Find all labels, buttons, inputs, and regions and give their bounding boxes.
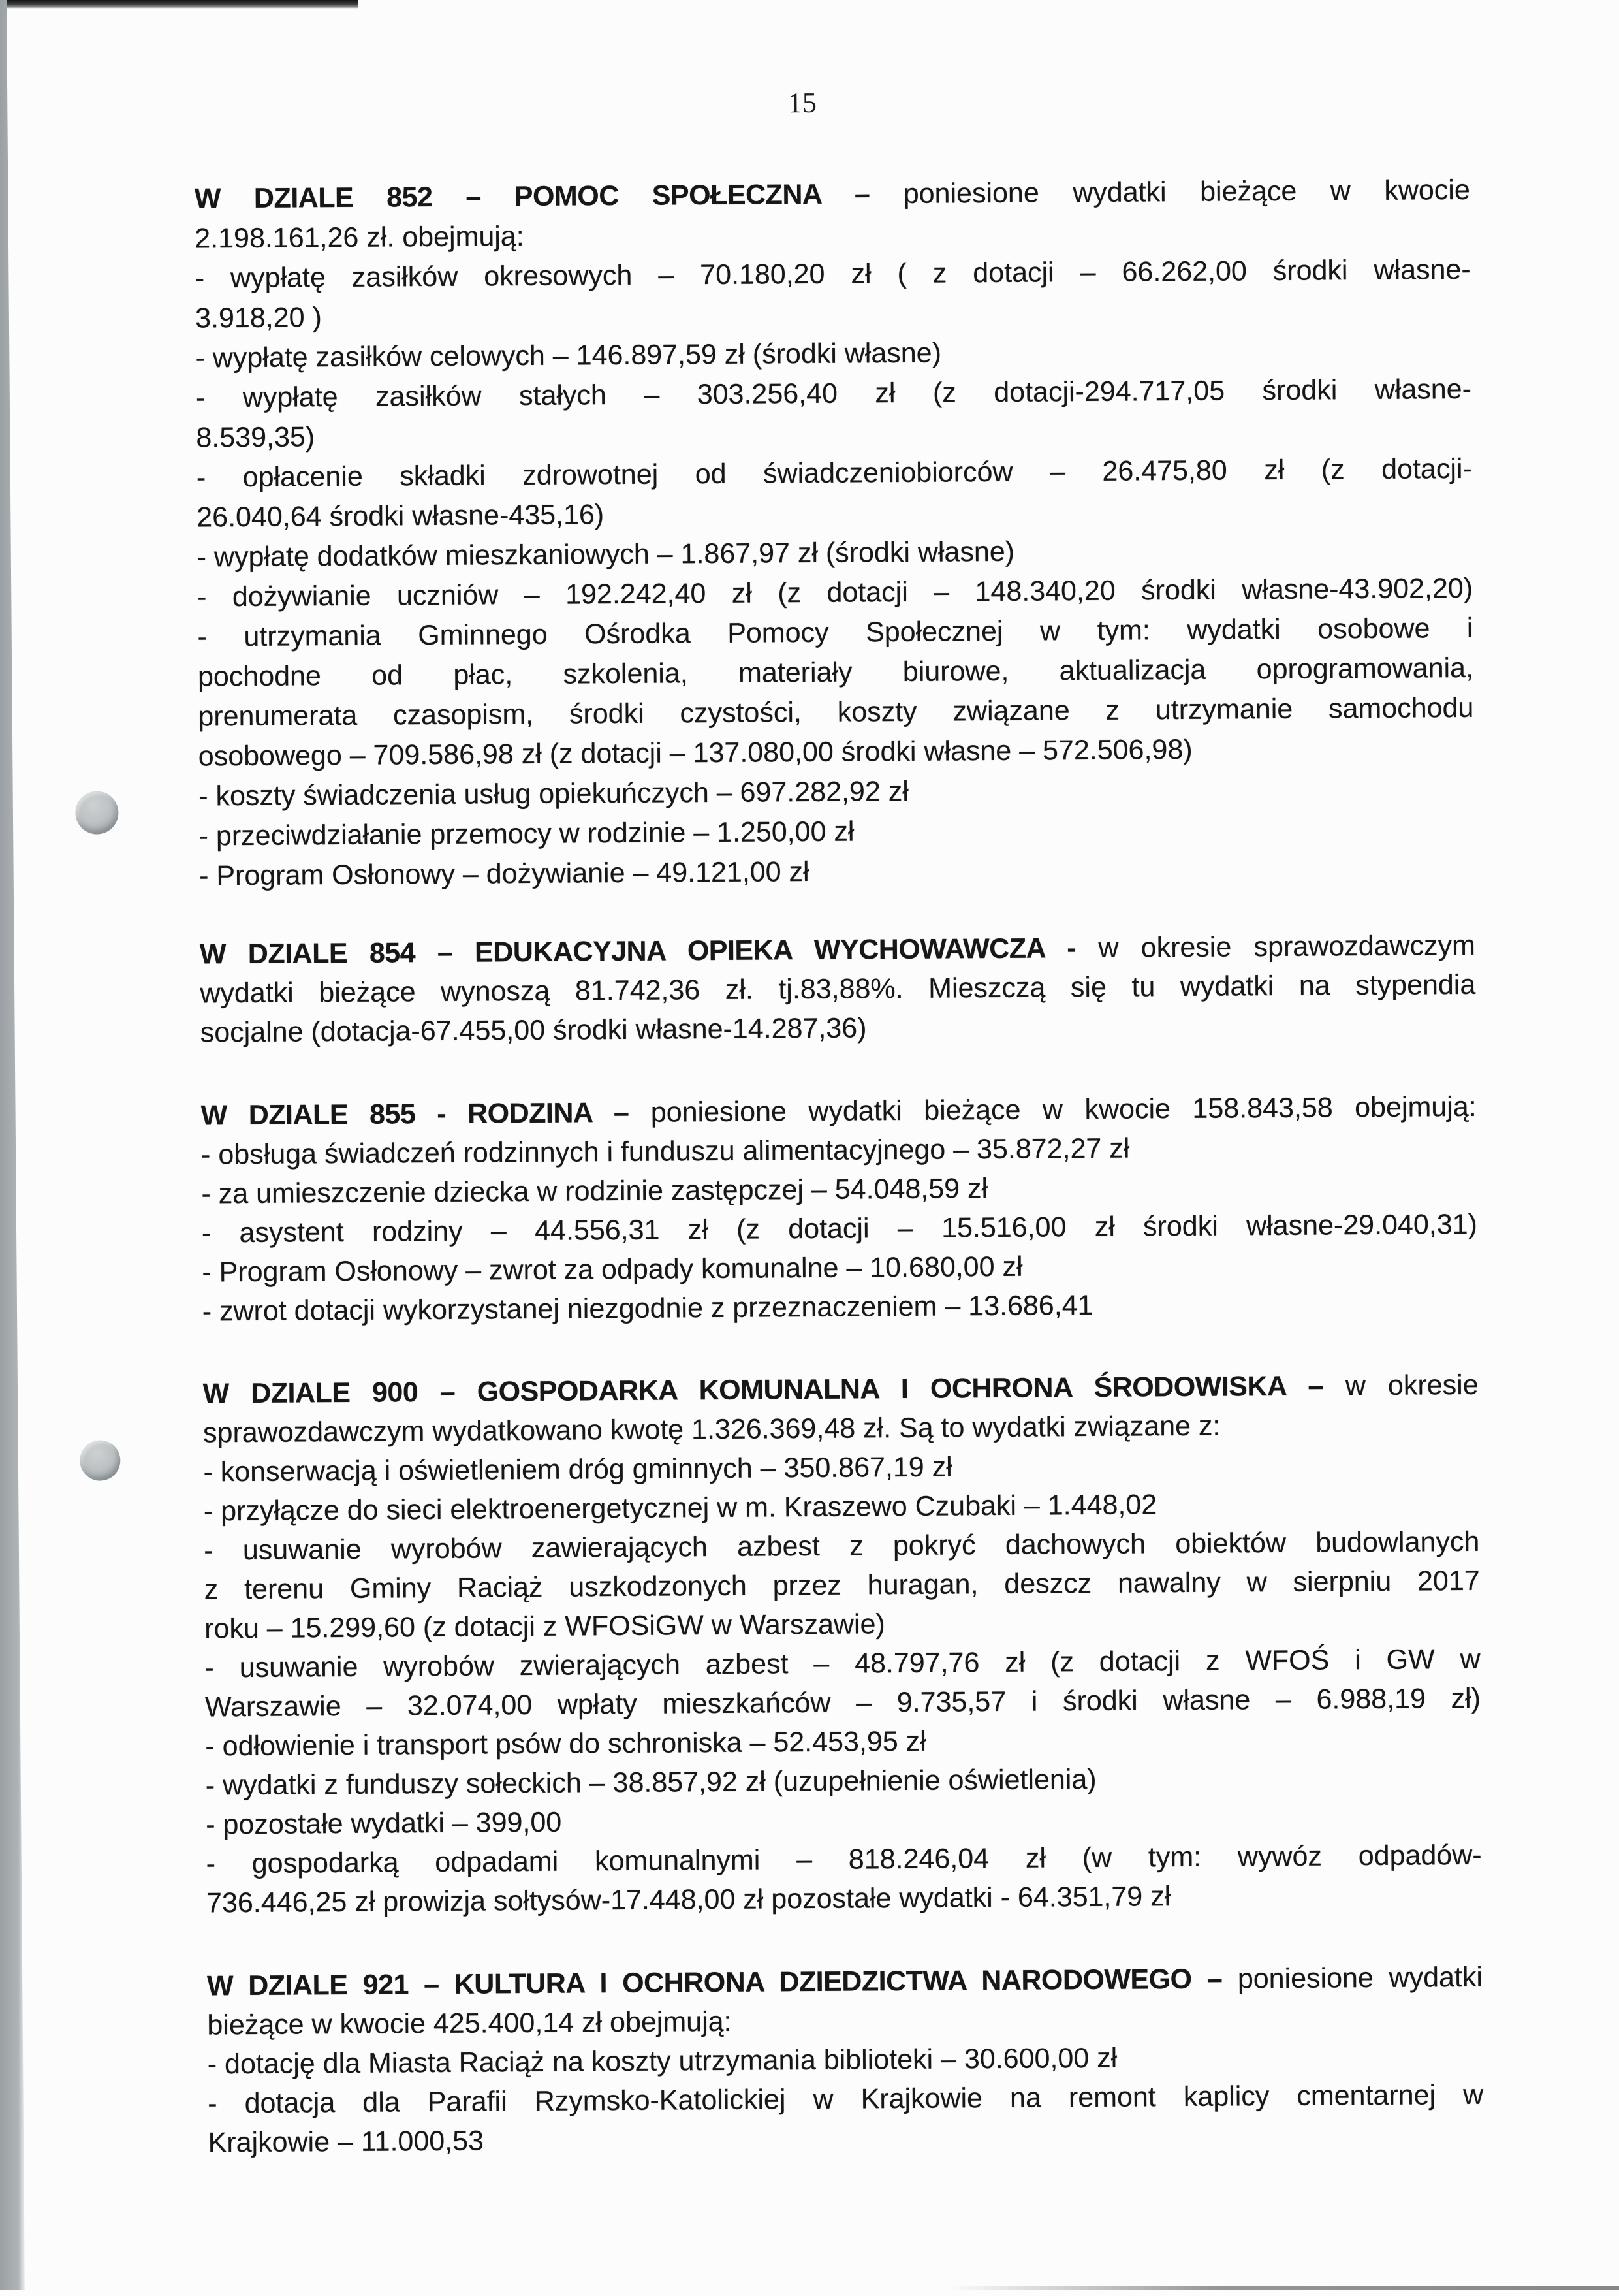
text-line: - wypłatę zasiłków celowych – 146.897,59 zł (środki własne)	[195, 337, 942, 374]
text-line: - asystent rodziny – 44.556,31 zł (z dotacji – 15.516,00 zł środki własne-29.040,31)	[201, 1208, 1478, 1249]
text-line: Warszawie – 32.074,00 wpłaty mieszkańców – 9.735,57 i środki własne – 6.988,19 zł)	[204, 1682, 1481, 1723]
text-line: - przeciwdziałanie przemocy w rodzinie – 1.250,00 zł	[198, 816, 855, 852]
text-line: - wypłatę zasiłków stałych – 303.256,40 zł (z dotacji-294.717,05 środki własne-	[195, 373, 1472, 414]
text-line: - obsługa świadczeń rodzinnych i funduszu alimentacyjnego – 35.872,27 zł	[200, 1132, 1130, 1171]
section-heading-rest: poniesione wydatki bieżące w kwocie 158.843,58 obejmują:	[650, 1091, 1477, 1128]
section-heading-bold: W DZIALE 852 – POMOC SPOŁECZNA –	[194, 178, 870, 215]
text-line: - konserwacją i oświetleniem dróg gminnych – 350.867,19 zł	[203, 1451, 952, 1488]
text-line: osobowego – 709.586,98 zł (z dotacji – 137.080,00 środki własne – 572.506,98)	[198, 733, 1193, 773]
text-line: - wypłatę zasiłków okresowych – 70.180,20 zł ( z dotacji – 66.262,00 środki własne-	[195, 253, 1471, 295]
text-line: - pozostałe wydatki – 399,00	[206, 1806, 562, 1841]
section-heading-bold: W DZIALE 921 – KULTURA I OCHRONA DZIEDZICTWA NARODOWEGO –	[206, 1963, 1223, 2002]
text-line: - dotacja dla Parafii Rzymsko-Katolickiej w Krajkowie na remont kaplicy cmentarnej w	[208, 2079, 1484, 2120]
text-line: socjalne (dotacja-67.455,00 środki własne-14.287,36)	[200, 1012, 867, 1049]
text-line: 2.198.161,26 zł. obejmują:	[195, 221, 524, 255]
text-line: - utrzymania Gminnego Ośrodka Pomocy Społecznej w tym: wydatki osobowe i	[197, 612, 1473, 653]
punch-hole-top	[75, 791, 118, 834]
text-line: - odłowienie i transport psów do schroniska – 52.453,95 zł	[205, 1725, 926, 1762]
text-line: - dotację dla Miasta Raciąż na koszty utrzymania biblioteki – 30.600,00 zł	[207, 2042, 1118, 2081]
section-heading-bold: W DZIALE 900 – GOSPODARKA KOMUNALNA I OCHRONA ŚRODOWISKA –	[202, 1370, 1324, 1410]
section-heading-rest: w okresie sprawozdawczym	[1098, 929, 1476, 964]
text-line: 8.539,35)	[196, 421, 315, 454]
text-line: - wypłatę dodatków mieszkaniowych – 1.867,97 zł (środki własne)	[196, 535, 1015, 573]
section-900-gospodarka-komunalna	[202, 1365, 1482, 1923]
text-line: - gospodarką odpadami komunalnymi – 818.246,04 zł (w tym: wywóz odpadów-	[206, 1839, 1482, 1880]
punch-hole-bottom	[80, 1440, 120, 1480]
text-line: - Program Osłonowy – zwrot za odpady komunalne – 10.680,00 zł	[202, 1251, 1023, 1288]
text-line: - Program Osłonowy – dożywianie – 49.121,00 zł	[198, 855, 810, 892]
text-line: - wydatki z funduszy sołeckich – 38.857,92 zł (uzupełnienie oświetlenia)	[205, 1763, 1097, 1802]
text-line: - dożywianie uczniów – 192.242,40 zł (z dotacji – 148.340,20 środki własne-43.902,20)	[196, 572, 1473, 613]
text-line: 26.040,64 środki własne-435,16)	[196, 499, 605, 534]
text-line: bieżące w kwocie 425.400,14 zł obejmują:	[207, 2005, 732, 2041]
page-number: 15	[787, 86, 817, 120]
scan-edge-bottom	[947, 2286, 1619, 2290]
section-heading-rest: poniesione wydatki bieżące w kwocie	[903, 174, 1470, 210]
section-855-rodzina	[200, 1087, 1477, 1331]
text-line: - opłacenie składki zdrowotnej od świadczeniobiorców – 26.475,80 zł (z dotacji-	[196, 453, 1472, 494]
text-line: roku – 15.299,60 (z dotacji z WFOSiGW w Warszawie)	[204, 1608, 885, 1645]
text-line: - zwrot dotacji wykorzystanej niezgodnie z przeznaczeniem – 13.686,41	[202, 1289, 1093, 1328]
section-852-pomoc-spoleczna	[195, 170, 1475, 897]
section-heading-bold: W DZIALE 854 – EDUKACYJNA OPIEKA WYCHOWAWCZA -	[199, 933, 1077, 970]
section-heading-rest: w okresie	[1345, 1369, 1479, 1402]
text-line: wydatki bieżące wynoszą 81.742,36 zł. tj.83,88%. Mieszczą się tu wydatki na stypendia	[200, 968, 1476, 1010]
text-line: 736.446,25 zł prowizja sołtysów-17.448,00 zł pozostałe wydatki - 64.351,79 zł	[206, 1881, 1171, 1919]
scan-edge-top	[0, 0, 358, 9]
section-heading-rest: poniesione wydatki	[1237, 1961, 1483, 1995]
text-line: sprawozdawczym wydatkowano kwotę 1.326.369,48 zł. Są to wydatki związane z:	[202, 1410, 1221, 1449]
text-line: - za umieszczenie dziecka w rodzinie zastępczej – 54.048,59 zł	[201, 1173, 988, 1210]
text-line: Krajkowie – 11.000,53	[208, 2125, 484, 2159]
section-921-kultura	[207, 1958, 1484, 2163]
text-line: - usuwanie wyrobów zawierających azbest z pokryć dachowych obiektów budowlanych	[204, 1525, 1480, 1567]
text-line: prenumerata czasopism, środki czystości, koszty związane z utrzymanie samochodu	[198, 692, 1474, 733]
text-line: z terenu Gminy Raciąż uszkodzonych przez huragan, deszcz nawalny w sierpniu 2017	[204, 1565, 1480, 1606]
section-854-edukacyjna-opieka	[200, 926, 1476, 1053]
text-line: - koszty świadczenia usług opiekuńczych – 697.282,92 zł	[198, 775, 909, 812]
section-heading-bold: W DZIALE 855 - RODZINA –	[200, 1096, 629, 1132]
text-line: - usuwanie wyrobów zwierających azbest – 48.797,76 zł (z dotacji z WFOŚ i GW w	[204, 1643, 1481, 1684]
text-line: pochodne od płac, szkolenia, materiały biurowe, aktualizacja oprogramowania,	[197, 652, 1474, 693]
text-line: - przyłącze do sieci elektroenergetycznej w m. Kraszewo Czubaki – 1.448,02	[203, 1489, 1157, 1527]
text-line: 3.918,20 )	[195, 302, 322, 334]
